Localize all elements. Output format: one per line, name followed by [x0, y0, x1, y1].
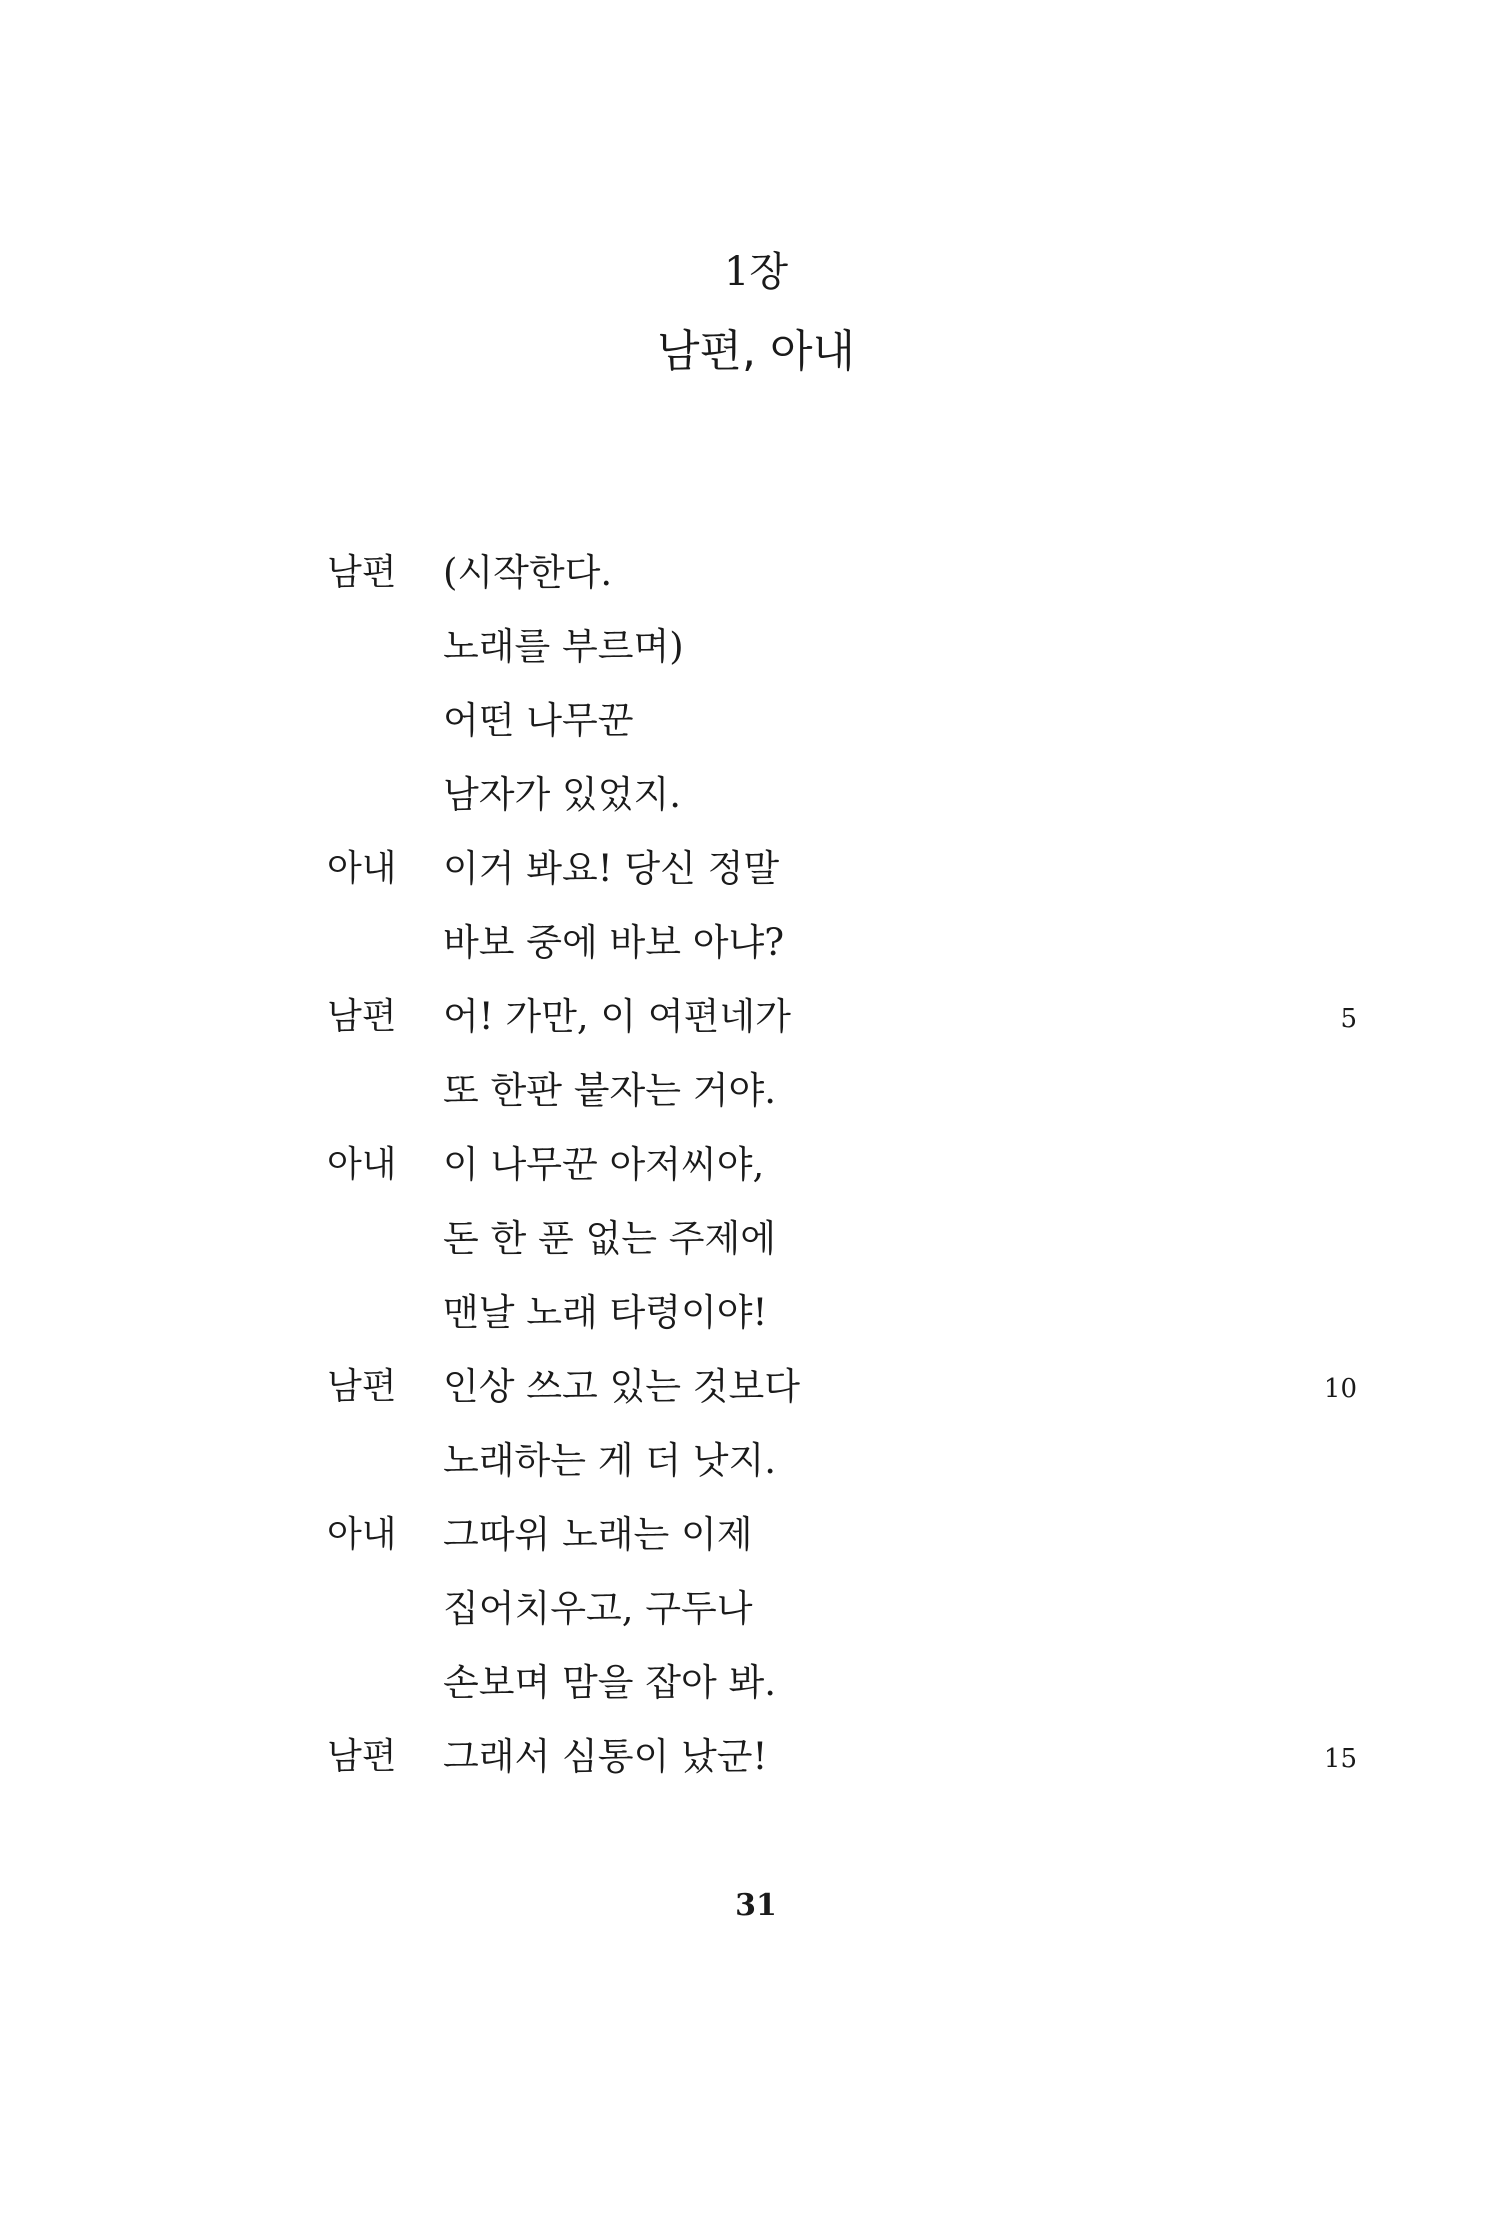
- script-line: [327, 844, 1357, 918]
- script-line: [327, 1732, 1357, 1806]
- speaker-label: 아내: [327, 848, 397, 889]
- script-line: [327, 1584, 1357, 1658]
- page-number: 31: [735, 1888, 777, 1923]
- script-line: [327, 696, 1357, 770]
- script-line: [327, 1658, 1357, 1732]
- dialogue-text: 어떤 나무꾼: [443, 699, 634, 742]
- line-number: 10: [1323, 1374, 1357, 1404]
- chapter-number: 1장: [723, 249, 789, 295]
- script-line: [327, 1362, 1357, 1436]
- script-line: [327, 1140, 1357, 1214]
- dialogue-text: 남자가 있었지.: [443, 773, 681, 816]
- speaker-label: 아내: [327, 1144, 397, 1185]
- play-script: [327, 548, 1357, 1806]
- speaker-label: 남편: [327, 996, 397, 1037]
- dialogue-text: 바보 중에 바보 아냐?: [443, 921, 785, 964]
- script-line: [327, 548, 1357, 622]
- script-line: [327, 1066, 1357, 1140]
- dialogue-text: 또 한판 붙자는 거야.: [443, 1069, 776, 1112]
- script-line: [327, 770, 1357, 844]
- dialogue-text: (시작한다.: [443, 551, 613, 594]
- dialogue-text: 이 나무꾼 아저씨야,: [443, 1143, 765, 1186]
- dialogue-text: 그래서 심통이 났군!: [443, 1735, 768, 1778]
- dialogue-text: 어! 가만, 이 여편네가: [443, 995, 791, 1038]
- script-line: [327, 622, 1357, 696]
- dialogue-text: 손보며 맘을 잡아 봐.: [443, 1661, 776, 1704]
- script-line: [327, 992, 1357, 1066]
- speaker-label: 남편: [327, 1366, 397, 1407]
- dialogue-text: 인상 쓰고 있는 것보다: [443, 1365, 800, 1408]
- script-line: [327, 918, 1357, 992]
- dialogue-text: 집어치우고, 구두나: [443, 1587, 753, 1630]
- script-line: [327, 1436, 1357, 1510]
- dialogue-text: 맨날 노래 타령이야!: [443, 1291, 768, 1334]
- dialogue-text: 그따위 노래는 이제: [443, 1513, 753, 1556]
- speaker-label: 남편: [327, 552, 397, 593]
- script-line: [327, 1510, 1357, 1584]
- line-number: 15: [1323, 1744, 1357, 1774]
- speaker-label: 남편: [327, 1736, 397, 1777]
- dialogue-text: 노래를 부르며): [443, 625, 684, 668]
- script-line: [327, 1288, 1357, 1362]
- speaker-label: 아내: [327, 1514, 397, 1555]
- dialogue-text: 돈 한 푼 없는 주제에: [443, 1217, 776, 1260]
- line-number: 5: [1340, 1004, 1357, 1034]
- chapter-title: 남편, 아내: [657, 326, 855, 377]
- dialogue-text: 이거 봐요! 당신 정말: [443, 847, 780, 890]
- dialogue-text: 노래하는 게 더 낫지.: [443, 1439, 776, 1482]
- script-line: [327, 1214, 1357, 1288]
